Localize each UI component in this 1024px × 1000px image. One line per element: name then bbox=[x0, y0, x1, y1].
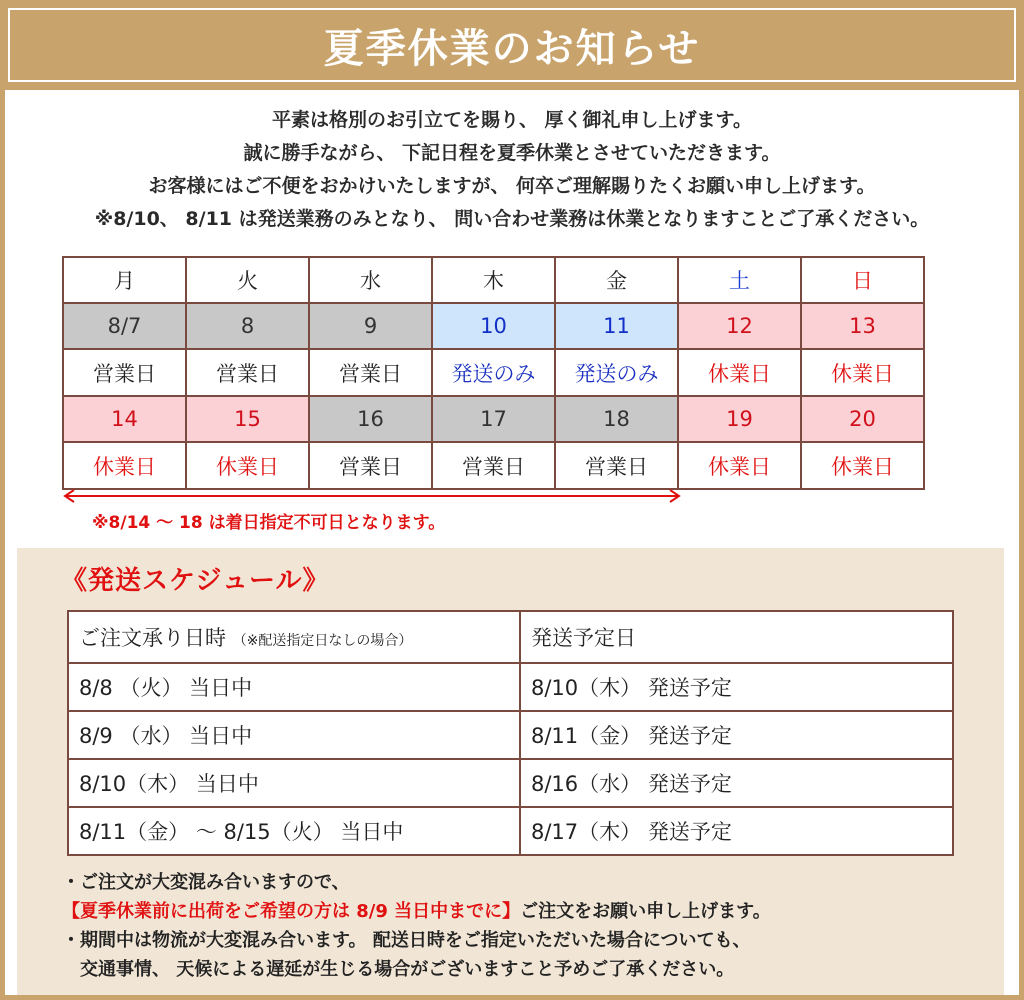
status-cell: 休業日 bbox=[801, 442, 924, 489]
table-row bbox=[68, 807, 953, 855]
note-line-4: 交通事情、 天候による遅延が生じる場合がございますこと予めご了承ください。 bbox=[80, 959, 735, 980]
status-cell: 営業日 bbox=[309, 349, 432, 396]
calendar-status-row-week2 bbox=[63, 442, 924, 489]
note-line-1: ・ご注文が大変混み合いますので、 bbox=[62, 872, 350, 893]
weekday-mon: 月 bbox=[63, 257, 186, 303]
order-date-cell: 8/9 （水） 当日中 bbox=[68, 711, 520, 759]
header-inner-border bbox=[8, 8, 1016, 82]
order-date-cell: 8/10（木） 当日中 bbox=[68, 759, 520, 807]
schedule-header-order-label: ご注文承り日時 bbox=[79, 626, 226, 650]
weekday-sat: 土 bbox=[678, 257, 801, 303]
status-cell: 休業日 bbox=[801, 349, 924, 396]
note-line-2-rest: ご注文をお願い申し上げます。 bbox=[520, 901, 771, 922]
date-cell: 16 bbox=[309, 396, 432, 442]
weekday-thu: 木 bbox=[432, 257, 555, 303]
intro-line-4: ※8/10、 8/11 は発送業務のみとなり、 問い合わせ業務は休業となりますことご了承ください。 bbox=[94, 208, 930, 230]
calendar-status-row-week1 bbox=[63, 349, 924, 396]
schedule-title: 《発送スケジュール》 bbox=[61, 566, 330, 596]
weekday-tue: 火 bbox=[186, 257, 309, 303]
weekday-wed: 水 bbox=[309, 257, 432, 303]
status-cell: 営業日 bbox=[555, 442, 678, 489]
note-line-3: ・期間中は物流が大変混み合います。 配送日時をご指定いただいた場合についても、 bbox=[62, 930, 751, 951]
date-cell: 15 bbox=[186, 396, 309, 442]
weekday-fri: 金 bbox=[555, 257, 678, 303]
date-cell: 17 bbox=[432, 396, 555, 442]
page-title: 夏季休業のお知らせ bbox=[323, 24, 701, 72]
schedule-header-ship: 発送予定日 bbox=[520, 611, 953, 663]
table-row bbox=[68, 759, 953, 807]
calendar-note: ※8/14 ～ 18 は着日指定不可日となります。 bbox=[92, 513, 446, 533]
schedule-header-order-note: （※配送指定日なしの場合） bbox=[232, 633, 413, 649]
ship-date-cell: 8/11（金） 発送予定 bbox=[520, 711, 953, 759]
date-cell: 8 bbox=[186, 303, 309, 349]
date-cell: 14 bbox=[63, 396, 186, 442]
order-date-cell: 8/11（金） ～ 8/15（火） 当日中 bbox=[68, 807, 520, 855]
date-cell: 18 bbox=[555, 396, 678, 442]
date-cell: 10 bbox=[432, 303, 555, 349]
schedule-notes bbox=[62, 868, 992, 984]
date-cell: 11 bbox=[555, 303, 678, 349]
status-cell: 休業日 bbox=[63, 442, 186, 489]
note-line-2 bbox=[62, 897, 992, 926]
calendar-date-row-week1 bbox=[63, 303, 924, 349]
intro-line-1: 平素は格別のお引立てを賜り、 厚く御礼申し上げます。 bbox=[271, 109, 753, 131]
date-cell: 13 bbox=[801, 303, 924, 349]
table-row bbox=[68, 711, 953, 759]
status-cell: 営業日 bbox=[309, 442, 432, 489]
ship-date-cell: 8/10（木） 発送予定 bbox=[520, 663, 953, 711]
date-cell: 20 bbox=[801, 396, 924, 442]
date-cell: 9 bbox=[309, 303, 432, 349]
status-cell: 発送のみ bbox=[432, 349, 555, 396]
shipping-schedule-section bbox=[17, 548, 1004, 995]
date-cell: 8/7 bbox=[63, 303, 186, 349]
ship-date-cell: 8/17（木） 発送予定 bbox=[520, 807, 953, 855]
intro-line-3: お客様にはご不便をおかけいたしますが、 何卒ご理解賜りたくお願い申し上げます。 bbox=[148, 175, 876, 197]
status-cell: 営業日 bbox=[186, 349, 309, 396]
status-cell: 営業日 bbox=[63, 349, 186, 396]
order-date-cell: 8/8 （火） 当日中 bbox=[68, 663, 520, 711]
note-highlight: 【夏季休業前に出荷をご希望の方は 8/9 当日中までに】 bbox=[62, 901, 521, 922]
table-row bbox=[68, 663, 953, 711]
range-arrow-icon bbox=[62, 488, 682, 504]
status-cell: 発送のみ bbox=[555, 349, 678, 396]
date-cell: 19 bbox=[678, 396, 801, 442]
calendar-weekday-row bbox=[63, 257, 924, 303]
date-cell: 12 bbox=[678, 303, 801, 349]
status-cell: 営業日 bbox=[432, 442, 555, 489]
calendar-date-row-week2 bbox=[63, 396, 924, 442]
weekday-sun: 日 bbox=[801, 257, 924, 303]
holiday-calendar bbox=[62, 256, 925, 490]
status-cell: 休業日 bbox=[678, 442, 801, 489]
header-banner bbox=[0, 0, 1024, 90]
intro-line-2: 誠に勝手ながら、 下記日程を夏季休業とさせていただきます。 bbox=[243, 142, 781, 164]
status-cell: 休業日 bbox=[186, 442, 309, 489]
schedule-header-row bbox=[68, 611, 953, 663]
schedule-header-order bbox=[68, 611, 520, 663]
intro-text bbox=[0, 104, 1024, 236]
ship-date-cell: 8/16（水） 発送予定 bbox=[520, 759, 953, 807]
status-cell: 休業日 bbox=[678, 349, 801, 396]
schedule-table bbox=[67, 610, 954, 856]
